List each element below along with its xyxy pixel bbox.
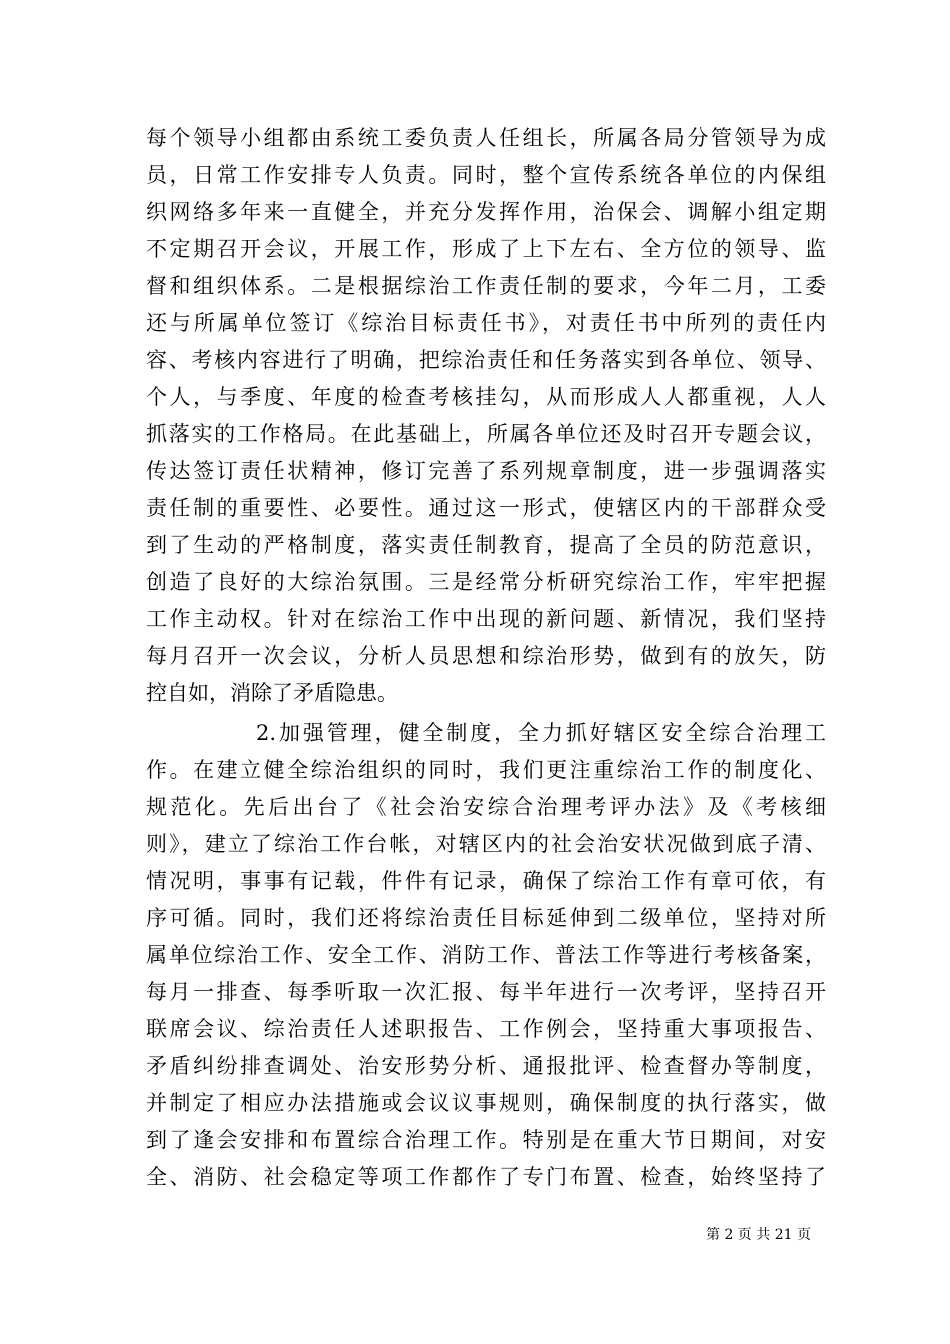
text-line: 到了逢会安排和布置综合治理工作。特别是在重大节日期间，对安 <box>146 1128 826 1152</box>
text-line: 并制定了相应办法措施或会议议事规则，确保制度的执行落实，做 <box>146 1091 826 1115</box>
text-line: 属单位综治工作、安全工作、消防工作、普法工作等进行考核备案， <box>146 943 826 967</box>
text-line: 织网络多年来一直健全，并充分发挥作用，治保会、调解小组定期 <box>146 200 826 224</box>
text-line: 每个领导小组都由系统工委负责人任组长，所属各局分管领导为成 <box>146 126 826 150</box>
text-line: 到了生动的严格制度，落实责任制教育，提高了全员的防范意识， <box>146 533 826 557</box>
text-line: 矛盾纠纷排查调处、治安形势分析、通报批评、检查督办等制度， <box>146 1054 826 1078</box>
text-line: 工作主动权。针对在综治工作中出现的新问题、新情况，我们坚持 <box>146 607 826 631</box>
text-line: 2.加强管理，健全制度，全力抓好辖区安全综合治理工 <box>256 721 826 745</box>
text-line: 联席会议、综治责任人述职报告、工作例会，坚持重大事项报告、 <box>146 1017 826 1041</box>
text-line: 传达签订责任状精神，修订完善了系列规章制度，进一步强调落实 <box>146 459 826 483</box>
text-line: 还与所属单位签订《综治目标责任书》，对责任书中所列的责任内 <box>146 311 826 335</box>
text-line: 容、考核内容进行了明确，把综治责任和任务落实到各单位、领导、 <box>146 348 826 372</box>
text-line: 抓落实的工作格局。在此基础上，所属各单位还及时召开专题会议， <box>146 422 826 446</box>
text-line: 员，日常工作安排专人负责。同时，整个宣传系统各单位的内保组 <box>146 163 826 187</box>
page-number-footer: 第 2 页 共 21 页 <box>706 1227 811 1243</box>
text-line: 不定期召开会议，开展工作，形成了上下左右、全方位的领导、监 <box>146 237 826 261</box>
text-line: 创造了良好的大综治氛围。三是经常分析研究综治工作，牢牢把握 <box>146 570 826 594</box>
text-line: 序可循。同时，我们还将综治责任目标延伸到二级单位，坚持对所 <box>146 906 826 930</box>
text-line: 个人，与季度、年度的检查考核挂勾，从而形成人人都重视，人人 <box>146 385 826 409</box>
text-line: 督和组织体系。二是根据综治工作责任制的要求，今年二月，工委 <box>146 274 826 298</box>
text-line: 情况明，事事有记载，件件有记录，确保了综治工作有章可依，有 <box>146 869 826 893</box>
text-line: 作。在建立健全综治组织的同时，我们更注重综治工作的制度化、 <box>146 758 826 782</box>
text-line: 全、消防、社会稳定等项工作都作了专门布置、检查，始终坚持了 <box>146 1165 826 1189</box>
text-line: 责任制的重要性、必要性。通过这一形式，使辖区内的干部群众受 <box>146 496 826 520</box>
text-line: 每月一排查、每季听取一次汇报、每半年进行一次考评，坚持召开 <box>146 980 826 1004</box>
text-line: 则》，建立了综治工作台帐，对辖区内的社会治安状况做到底子清、 <box>146 832 826 856</box>
text-line: 控自如，消除了矛盾隐患。 <box>146 681 398 705</box>
text-line: 规范化。先后出台了《社会治安综合治理考评办法》及《考核细 <box>146 795 826 819</box>
text-line: 每月召开一次会议，分析人员思想和综治形势，做到有的放矢，防 <box>146 644 826 668</box>
